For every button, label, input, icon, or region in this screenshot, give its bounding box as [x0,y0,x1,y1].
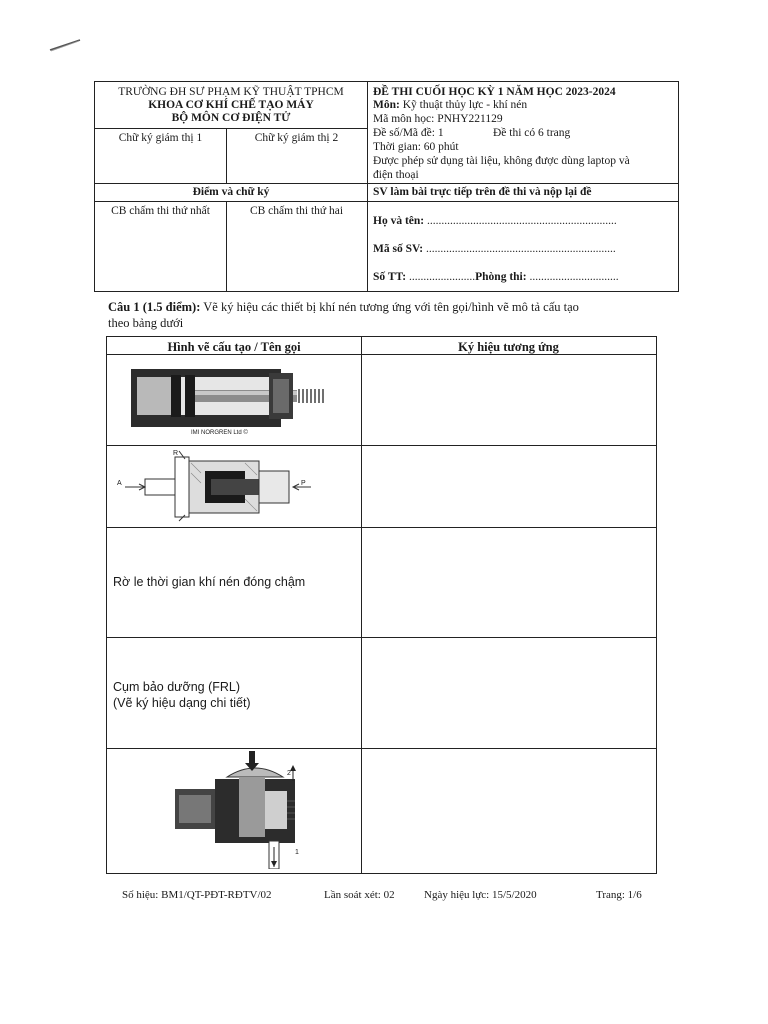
name-label: Họ và tên: [373,215,425,227]
effective-date: Ngày hiệu lực: 15/5/2020 [424,889,537,901]
exam-header [94,81,679,292]
frl-unit-label: Cụm bảo dưỡng (FRL) [113,680,241,694]
name-dots: .................................................................. [426,215,617,227]
subject-label: Môn: [373,99,400,111]
symbol-table [106,336,657,874]
col-header-symbol: Ký hiệu tương ứng [458,340,559,354]
page-count: Đề thi có 6 trang [493,127,571,139]
question-line-1 [108,299,668,315]
question-1 [108,299,668,331]
valve-port-a: A [117,480,122,487]
id-dots: .................................................................. [425,243,616,255]
seat-room-field[interactable] [373,271,619,284]
department-name: BỘ MÔN CƠ ĐIỆN TỬ [171,112,291,124]
question-text: Vẽ ký hiệu các thiết bị khí nén tương ứng với tên gọi/hình vẽ mô tả cấu tạo [203,300,579,314]
valve-port-p: P [301,480,306,487]
col-header-drawing: Hình vẽ cấu tạo / Tên gọi [167,340,301,354]
student-name-field[interactable] [373,215,617,228]
rules-line-1: Được phép sử dụng tài liệu, không được dùng laptop và [373,155,630,167]
subject-line [373,99,527,112]
time-delay-relay-label: Rờ le thời gian khí nén đóng chậm [113,575,306,589]
frl-unit-note: (Vẽ ký hiệu dạng chi tiết) [113,696,251,710]
direct-note: SV làm bài trực tiếp trên đề thi và nộp lại đề [373,186,592,198]
room-dots: ............................... [529,271,619,283]
exam-title: ĐỀ THI CUỐI HỌC KỲ 1 NĂM HỌC 2023-2024 [373,86,616,98]
question-label: Câu 1 (1.5 điểm): [108,300,201,314]
grader-1-label: CB chấm thi thứ nhất [111,205,210,217]
pen-mark-icon [48,38,82,52]
rules-line-2: điện thoại [373,169,419,181]
valve-port-r: R [173,450,179,457]
score-signature-label: Điểm và chữ ký [192,186,270,198]
supervisor-1-label: Chữ ký giám thị 1 [118,132,203,144]
school-name: TRƯỜNG ĐH SƯ PHẠM KỸ THUẬT TPHCM [118,86,344,98]
subject-value: Kỹ thuật thủy lực - khí nén [402,99,528,111]
question-line-2: theo bảng dưới [108,316,184,330]
page-number: Trang: 1/6 [596,889,642,901]
valve-section-icon [115,449,353,523]
student-id-field[interactable] [373,243,616,256]
exam-duration: Thời gian: 60 phút [373,141,459,153]
room-label: Phòng thi: [475,271,527,283]
pushbutton-valve-icon [175,751,305,869]
id-label: Mã số SV: [373,243,424,255]
cylinder-caption: IMI NORGREN Ltd © [191,430,248,436]
port-label-1: 1 [295,849,299,856]
port-label-2: 2 [287,770,291,777]
grader-2-label: CB chấm thi thứ hai [249,205,344,217]
stt-label: Số TT: [373,271,407,283]
stt-dots: ....................... [409,271,476,283]
course-code: Mã môn học: PNHY221129 [373,113,503,125]
revision-number: Lần soát xét: 02 [324,889,395,901]
supervisor-2-label: Chữ ký giám thị 2 [254,132,339,144]
form-number: Số hiệu: BM1/QT-PĐT-RĐTV/02 [122,889,272,901]
exam-number: Đề số/Mã đề: 1 [373,127,444,139]
faculty-name: KHOA CƠ KHÍ CHẾ TẠO MÁY [148,99,314,111]
